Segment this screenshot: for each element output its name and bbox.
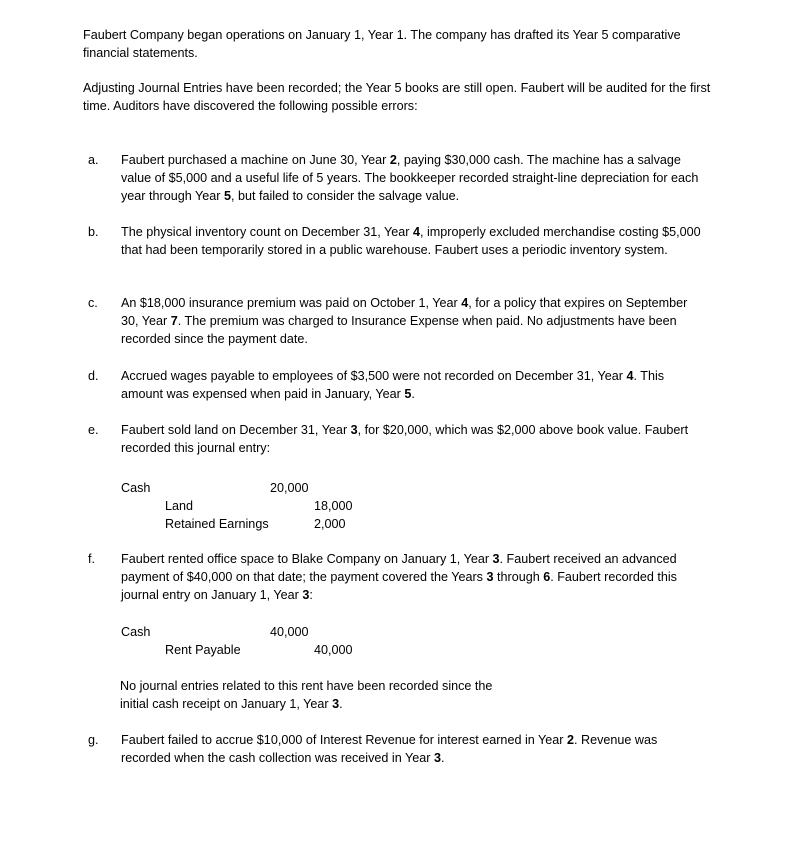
je-debit-amount: 20,000 [270,481,309,495]
item-text: The physical inventory count on December 31, Year 4, improperly excluded merchandise costing $5,000 that had been temporarily stored in a public warehouse. Faubert uses a periodic inventory system. [121,225,701,257]
je-account-cash: Cash [121,481,151,495]
item-text: An $18,000 insurance premium was paid on October 1, Year 4, for a policy that expires on September 30, Year 7. The premium was charged to Insurance Expense when paid. No adjustments have been recorded since the payment date. [121,296,688,346]
je-credit-amount: 2,000 [314,517,346,531]
item-f-note: No journal entries related to this rent have been recorded since the initial cash receipt on January 1, Year 3. [120,679,493,711]
je-credit-amount: 40,000 [314,643,353,657]
je-debit-amount: 40,000 [270,625,309,639]
item-letter: b. [88,225,99,239]
item-letter: e. [88,423,99,437]
item-letter: f. [88,552,95,566]
item-text: Faubert rented office space to Blake Company on January 1, Year 3. Faubert received an advanced payment of $40,000 on that date; the payment covered the Years 3 through 6. Faubert recorded this journal entry on January 1, Year 3: [121,552,677,602]
item-letter: g. [88,733,99,747]
item-letter: a. [88,153,99,167]
item-text: Faubert purchased a machine on June 30, Year 2, paying $30,000 cash. The machine has a salvage value of $5,000 and a useful life of 5 years. The bookkeeper recorded straight-line depreciation for each year through Year 5, but failed to consider the salvage value. [121,153,699,203]
item-text: Accrued wages payable to employees of $3,500 were not recorded on December 31, Year 4. This amount was expensed when paid in January, Year 5. [121,369,665,401]
intro-paragraph-1: Faubert Company began operations on January 1, Year 1. The company has drafted its Year 5 comparative financial statements. [83,28,681,60]
je-account-cash: Cash [121,625,151,639]
je-account-rent-payable: Rent Payable [165,643,241,657]
item-letter: c. [88,296,98,310]
item-text: Faubert failed to accrue $10,000 of Interest Revenue for interest earned in Year 2. Revenue was recorded when the cash collection was received in Year 3. [121,733,658,765]
je-account-retained-earnings: Retained Earnings [165,517,269,531]
item-letter: d. [88,369,99,383]
item-text: Faubert sold land on December 31, Year 3, for $20,000, which was $2,000 above book value. Faubert recorded this journal entry: [121,423,689,455]
je-credit-amount: 18,000 [314,499,353,513]
intro-paragraph-2: Adjusting Journal Entries have been recorded; the Year 5 books are still open. Faubert will be audited for the first time. Auditors have discovered the following possible errors: [83,81,711,113]
je-account-land: Land [165,499,194,513]
